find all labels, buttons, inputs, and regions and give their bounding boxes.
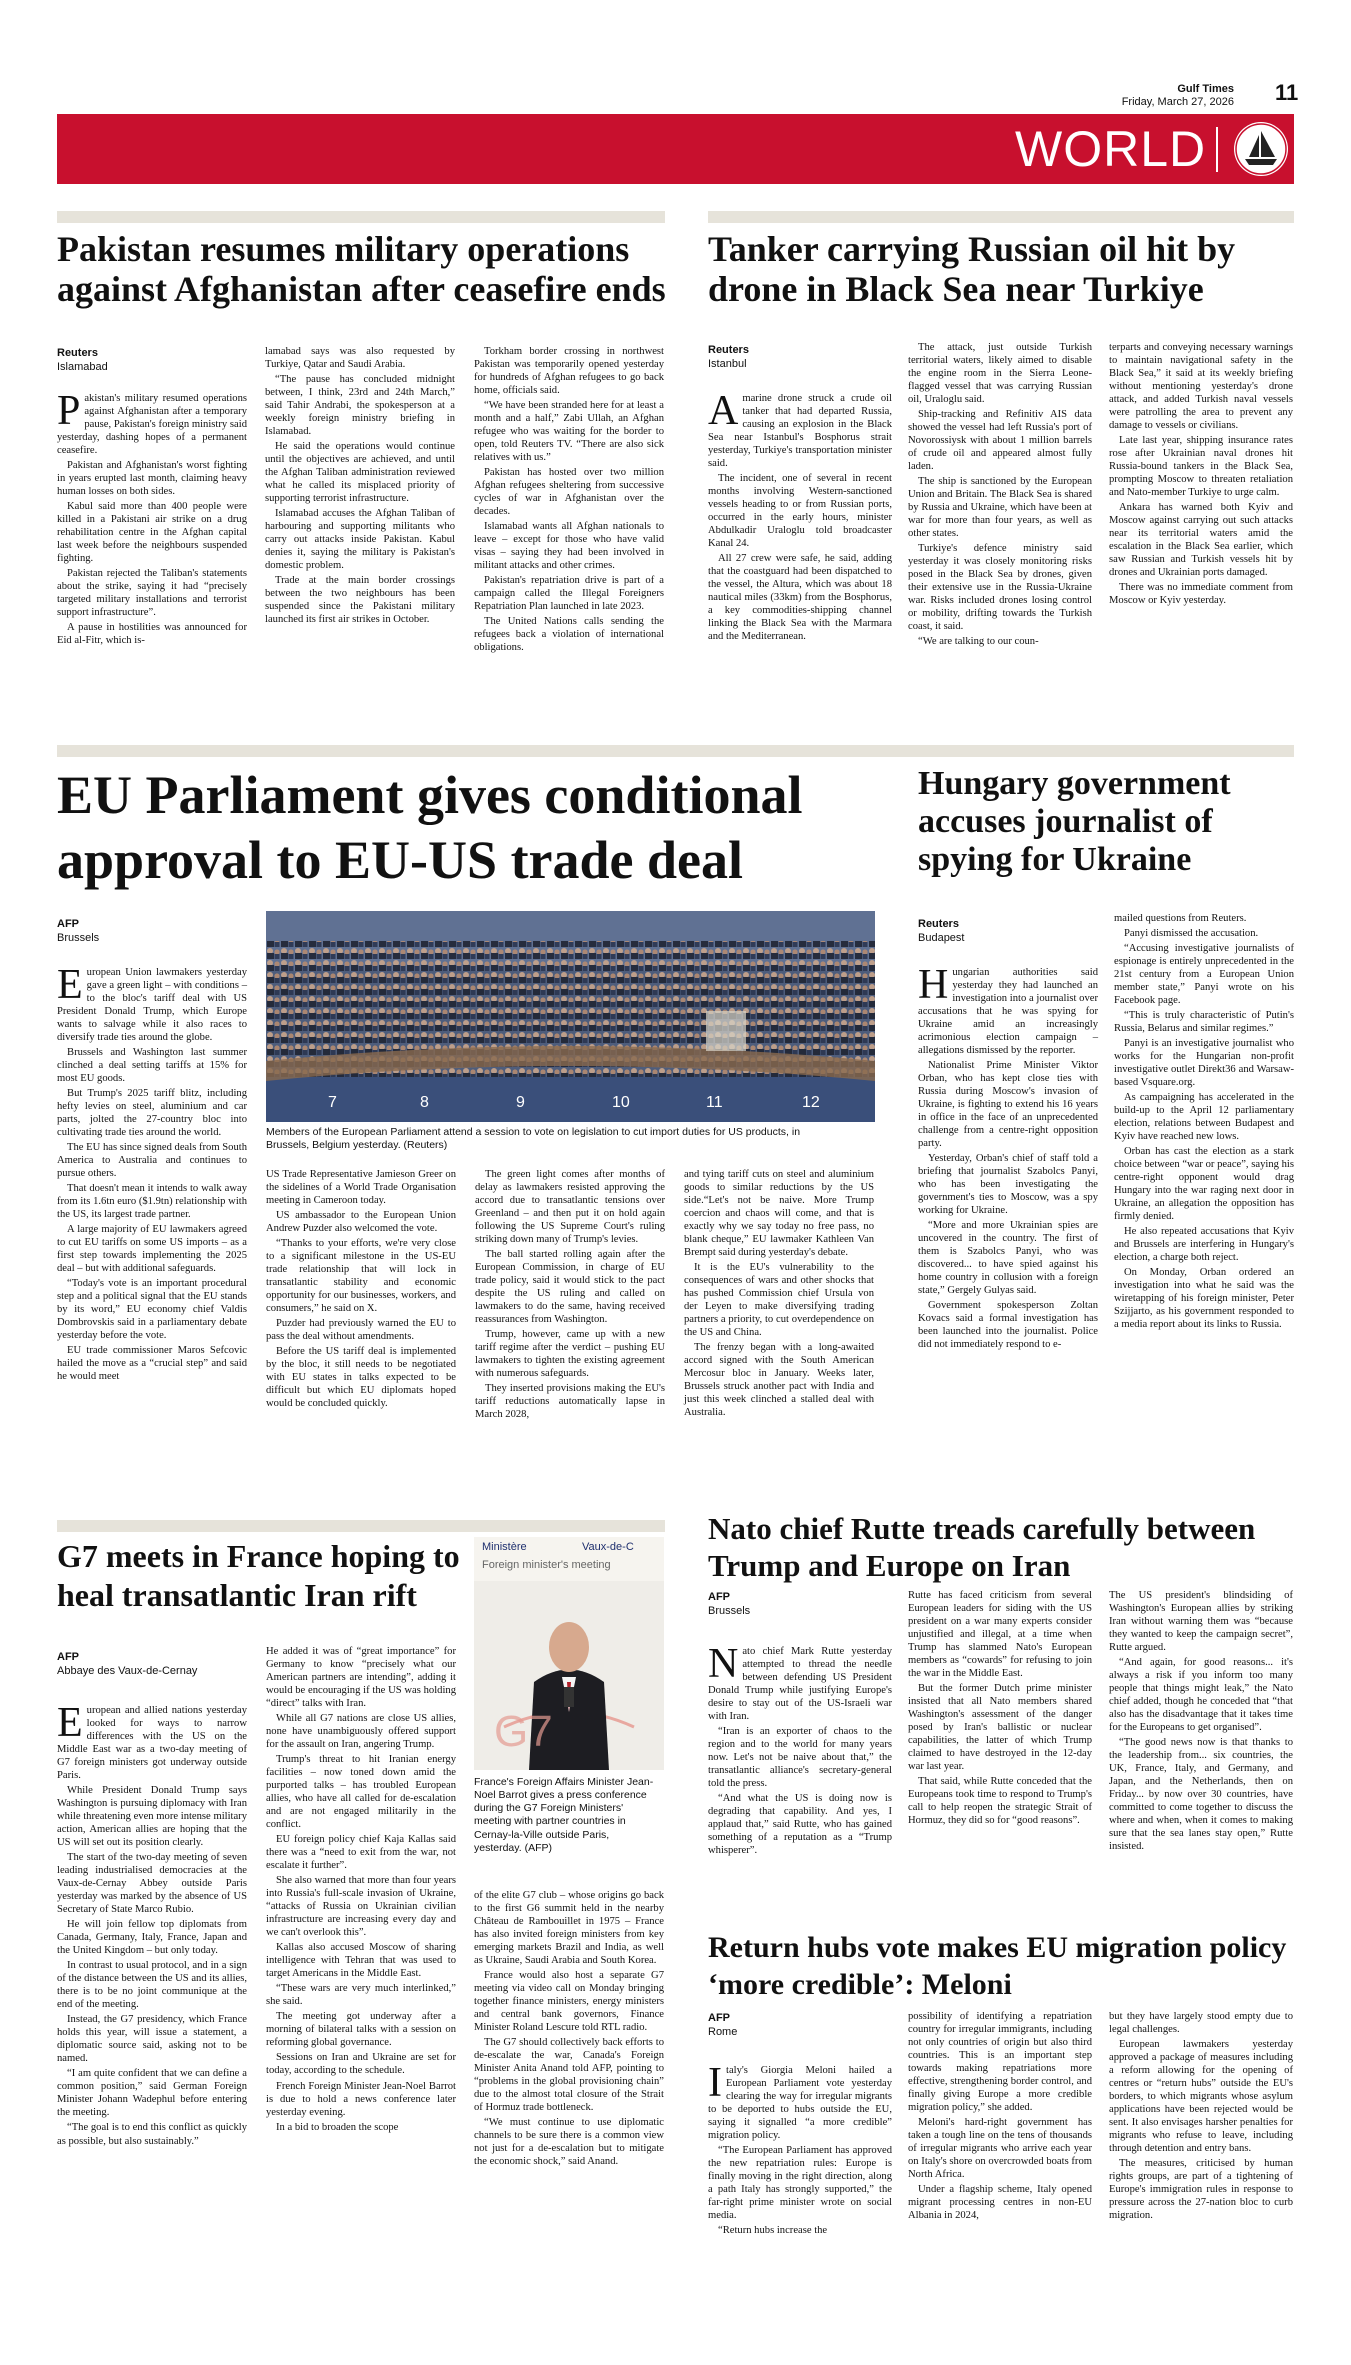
section-rule [57,745,958,757]
paragraph: That doesn't mean it intends to walk away from its 1.6tn euro ($1.9tn) relationship with the US, its largest trade partner. [57,1183,247,1221]
paragraph: France would also host a separate G7 meeting via video call on Monday bringing together finance ministers, energy ministers and central bank governors, Finance Minister Roland Lescure told RTL radio. [474,1970,664,2034]
section-divider [1216,127,1218,172]
headline-nato: Nato chief Rutte treads carefully between Trump and Europe on Iran [708,1511,1256,1584]
dropcap: E [57,962,83,1008]
text: akistan's military resumed operations against Afghanistan after a temporary pause, Pakistan's foreign ministry said yesterday, dashing hopes of a permanent ceasefire. [57,393,247,457]
paragraph: “The good news now is that thanks to the leadership from... six countries, the UK, France, Italy, and Germany, and Japan, and the Netherlands, then on Friday... by now over 30 countries, have committed to come together to discuss the where and when, when it comes to making sure that the sea lanes stay open,” Rutte insisted. [1109,1737,1293,1853]
paragraph: In contrast to usual protocol, and in a sign of the distance between the US and its allies, there is to be no joint communique at the end of the meeting. [57,1960,247,2011]
agency: AFP [57,1651,79,1663]
article-tanker-col3 [1109,341,1293,609]
paragraph: French Foreign Minister Jean-Noel Barrot is due to hold a news conference later yesterday evening. [266,2080,456,2118]
paragraph: On Monday, Orban ordered an investigation into what he said was the wiretapping of his foreign minister, Peter Szijjarto, as his government responded to a media report about its links to Russia. [1114,1267,1294,1331]
article-meloni-col2 [908,2010,1092,2224]
paragraph: terparts and conveying necessary warnings to maintain navigational safety in the Black Sea,” it said at its weekly briefing without mentioning yesterday's drone attack, and added Turkish naval vessels were patrolling the area to prevent any damage to vessels or civilians. [1109,342,1293,432]
photo-caption-g7: France's Foreign Affairs Minister Jean-Noel Barrot gives a press conference during the G7 Foreign Ministers' meeting with partner countries in Cernay-la-Ville outside Paris, yesterday. (AFP) [474,1776,654,1854]
paragraph: but they have largely stood empty due to legal challenges. [1109,2011,1293,2036]
dateline: Rome [708,2025,738,2038]
paragraph: “We have been stranded here for at least a month and a half,” Zabi Ullah, an Afghan refugee who was waiting for the border to open, told Reuters TV. “There are also sick relatives with us.” [474,400,664,464]
seat-number: 12 [802,1094,820,1111]
paragraph: Panyi is an investigative journalist who works for the Hungarian non-profit investigative outlet Direkt36 and Warsaw-based Vsquare.org. [1114,1038,1294,1089]
paragraph: “And again, for good reasons... it's always a risk if you inform too many people that things might leak,” the Nato chief added, though he conceded that “that also has the disadvantage that it takes time for the Europeans to get organised”. [1109,1657,1293,1734]
paragraph: The green light comes after months of delay as lawmakers resisted approving the accord due to transatlantic tensions over Greenland – and then put it on hold again following the US Supreme Court's ruling striking down many of Trump's levies. [475,1169,665,1246]
article-tanker-col1 [708,388,892,645]
paragraph: “Accusing investigative journalists of espionage is entirely unprecedented in the 21st century from a European Union member state,” Panyi wrote on his Facebook page. [1114,943,1294,1007]
headline-g7: G7 meets in France hoping to heal transatlantic Iran rift [57,1538,460,1614]
article-tanker-col2 [908,341,1092,650]
paragraph: As campaigning has accelerated in the build-up to the April 12 parliamentary election, relations between Budapest and Kyiv have reached new lows. [1114,1092,1294,1143]
byline-pakistan [57,347,157,375]
ship-logo-icon [1231,119,1291,179]
paragraph: The United Nations calls sending the refugees back a violation of international obligations. [474,616,664,654]
paragraph: While President Donald Trump says Washington is pursuing diplomacy with Iran while threatening even more intense military action, American allies are hoping that the US will set out its position clearly. [57,1785,247,1849]
article-eu-trade-col2 [266,1168,456,1412]
article-nato-col1 [708,1641,892,1859]
paragraph: Torkham border crossing in northwest Pakistan was temporarily opened yesterday for hundreds of Afghan refugees to go back home, officials said. [474,346,664,397]
paragraph: Rutte has faced criticism from several European leaders for siding with the US president on a war many experts consider unjustified and illegal, at a time when Trump has slammed Nato's European members as “cowards” for refusing to join the war in the Middle East. [908,1590,1092,1680]
article-pakistan-col3 [474,345,664,656]
paragraph: There was no immediate comment from Moscow or Kyiv yesterday. [1109,582,1293,607]
paragraph: Trade at the main border crossings between the two neighbours has been suspended since the Pakistani military launched its first air strikes in October. [265,575,455,626]
paragraph: “I am quite confident that we can define a common position,” said German Foreign Minister Johann Wadephul before entering the meeting. [57,2068,247,2119]
paragraph: Pakistan has hosted over two million Afghan refugees sheltering from successive cycles of war in Afghanistan over the decades. [474,467,664,518]
paragraph: He added it was of “great importance” for Germany to know “precisely what our American partners are intending”, adding it would be encouraging if the US was holding “direct” talks with Iran. [266,1646,456,1710]
article-meloni-col1 [708,2060,892,2239]
headline-eu-trade: EU Parliament gives conditional approval to EU-US trade deal [57,765,803,890]
article-nato-col2 [908,1589,1092,1829]
paragraph: “These wars are very much interlinked,” she said. [266,1983,456,2008]
paragraph: That said, while Rutte conceded that the Europeans took time to respond to Trump's call to help reopen the strategic Strait of Hormuz, they did so for “good reasons”. [908,1776,1092,1827]
paper-name: Gulf Times [1177,83,1234,95]
headline-hungary: Hungary government accuses journalist of spying for Ukraine [918,765,1231,879]
article-eu-trade-col3 [475,1168,665,1423]
paragraph: She also warned that more than four years into Russia's full-scale invasion of Ukraine, “attacks of Russia on Ukrainian civilian infrastructure are increasing every day and we can't overlook this”. [266,1875,456,1939]
paragraph: Under a flagship scheme, Italy opened migrant processing centres in non-EU Albania in 2024, [908,2184,1092,2222]
paragraph: They inserted provisions making the EU's tariff reductions automatically lapse in March 2028, [475,1383,665,1421]
section-rule [57,1520,665,1532]
paragraph: Pakistan's repatriation drive is part of a campaign called the Illegal Foreigners Repatriation Plan launched in late 2023. [474,575,664,613]
article-meloni-col3 [1109,2010,1293,2224]
paragraph: Turkiye's defence ministry said yesterday it was closely monitoring risks posed in the Black Sea by drones, given their extensive use in the Russia-Ukraine war. Risks included drones losing control or mobility, drifting towards the Turkish coast, it said. [908,543,1092,633]
paragraph: It is the EU's vulnerability to the consequences of wars and other shocks that has pushed Commission chief Ursula von der Leyen to make diversifying trading partners a priority, to cut overdependence on the US and China. [684,1262,874,1339]
byline-hungary [918,918,1018,946]
paragraph: EU foreign policy chief Kaja Kallas said there was a “need to exit from the war, not escalate it further”. [266,1834,456,1872]
article-eu-trade-col1 [57,962,247,1385]
seat-number: 11 [706,1094,723,1111]
text: ungarian authorities said yesterday they had launched an investigation into a journalist over accusations that he was spying for Ukraine amid an increasingly acrimonious election campaign – allegations dismissed by the reporter. [918,967,1098,1057]
headline-pakistan: Pakistan resumes military operations against Afghanistan after ceasefire ends [57,229,666,310]
section-rule [57,211,665,223]
paragraph: EU trade commissioner Maros Sefcovic hailed the move as a “crucial step” and said he would meet [57,1345,247,1383]
photo-sign-place: Vaux-de-C [582,1541,634,1553]
photo-parliament [266,911,875,1122]
photo-g7-minister [474,1537,664,1770]
dateline: Islamabad [57,360,108,373]
article-pakistan-col1 [57,388,247,649]
dateline: Abbaye des Vaux-de-Cernay [57,1664,198,1677]
headline-tanker: Tanker carrying Russian oil hit by drone in Black Sea near Turkiye [708,229,1236,310]
paragraph: possibility of identifying a repatriation country for irregular immigrants, including not only countries of origin but also third countries. This is an important step towards making repatriations more effective, strengthening border control, and finally giving Europe a more credible migration policy,” she added. [908,2011,1092,2114]
paragraph: He also repeated accusations that Kyiv and Brussels are interfering in Hungary's election, a charge both reject. [1114,1226,1294,1264]
paragraph: Puzder had previously warned the EU to pass the deal without amendments. [266,1318,456,1343]
text: marine drone struck a crude oil tanker that had departed Russia, causing an explosion in the Black Sea near Istanbul's Bosphorus strait yesterday, Turkiye's transportation minister said. [708,393,892,470]
paragraph: Pakistan and Afghanistan's worst fighting in years erupted last month, claiming heavy human losses on both sides. [57,460,247,498]
paragraph: A large majority of EU lawmakers agreed to cut EU tariffs on some US imports – as a first step towards implementing the 2025 deal – but with additional safeguards. [57,1224,247,1275]
text: uropean Union lawmakers yesterday gave a green light – with conditions – to the bloc's tariff deal with US President Donald Trump, which Europe wants to salvage while it also races to diversify trade ties around the globe. [57,967,247,1044]
dateline: Istanbul [708,357,747,370]
paragraph: The attack, just outside Turkish territorial waters, likely aimed to disable the engine room in the Sierra Leone-flagged vessel that was carrying Russian oil, Uraloglu said. [908,342,1092,406]
photo-g7-logo: G7 [494,1707,553,1756]
paragraph: of the elite G7 club – whose origins go back to the first G6 summit held in the nearby Château de Rambouillet in 1975 – France has also invited foreign ministers from key emerging markets Brazil and India, as well as Ukraine, Saudi Arabia and South Korea. [474,1890,664,1967]
paragraph: “We are talking to our coun- [918,636,1039,648]
dropcap: N [708,1641,739,1687]
paragraph: The incident, one of several in recent months involving Western-sanctioned vessels heading to or from Russian ports, occurred in the early hours, minister Abdulkadir Uraloglu told broadcaster Kanal 24. [708,473,892,550]
paragraph: “More and more Ukrainian spies are uncovered in the country. The first of them is Szabolcs Panyi, who was discovered... to have spied against his home country in collusion with a foreign state,” Gergely Gulyas said. [918,1220,1098,1297]
paragraph: US Trade Representative Jamieson Greer on the sidelines of a World Trade Organisation meeting in Cameroon today. [266,1169,456,1207]
paragraph: Kallas also accused Moscow of sharing intelligence with Tehran that was used to target Americans in the Middle East. [266,1942,456,1980]
agency: Reuters [918,918,959,930]
article-pakistan-col2 [265,345,455,628]
agency: AFP [708,2012,730,2024]
paragraph: and tying tariff cuts on steel and aluminium goods to similar reductions by the US side.“Let's not be naive. More Trump coercion and chaos will come, and that is exactly why we say today no free pass, no blank cheque,” EU lawmaker Kathleen Van Brempt said during yesterday's debate. [684,1169,874,1259]
byline-eu-trade [57,918,157,946]
article-g7-col3 [474,1889,664,2170]
paragraph: The ball started rolling again after the European Commission, in charge of EU trade policy, said it would stick to the pact despite the US ruling and called on lawmakers to do the same, having received reassurances from Washington. [475,1249,665,1326]
issue-date: Friday, March 27, 2026 [1121,95,1234,108]
dropcap: P [57,388,81,434]
dateline: Brussels [708,1604,751,1617]
text: taly's Giorgia Meloni hailed a European Parliament vote yesterday clearing the way for irregular migrants to be deported to hubs outside the EU, saying it signalled “a more credible” migration policy. [708,2065,892,2142]
paragraph: “The goal is to end this conflict as quickly as possible, but also sustainably.” [57,2122,247,2147]
paragraph: Nationalist Prime Minister Viktor Orban, who has kept close ties with Russia during Moscow's invasion of Ukraine, is fighting to extend his 16 years in office in the face of an unprecedented challenge from a centre-right opposition party. [918,1060,1098,1150]
paragraph: The frenzy began with a long-awaited accord signed with the South American Mercosur bloc in January. Weeks later, Brussels struck another pact with India and just this week clinched a stalled deal with Australia. [684,1342,874,1419]
paragraph: Panyi dismissed the accusation. [1124,928,1259,940]
paragraph: The start of the two-day meeting of seven leading industrialised democracies at the Vaux-de-Cernay Abbey outside Paris yesterday was marked by the absence of US Secretary of State Marco Rubio. [57,1852,247,1916]
byline-tanker [708,344,808,372]
paragraph: “And what the US is doing now is degrading that capability. And yes, I applaud that,” said Rutte, who has gained something of a reputation as a “Trump whisperer”. [708,1793,892,1857]
paragraph [918,962,1098,1057]
dropcap: E [57,1700,83,1746]
section-title: WORLD [1015,121,1207,177]
paragraph [708,2060,892,2142]
photo-sign-sub: Foreign minister's meeting [482,1559,611,1571]
seat-number: 9 [516,1094,525,1111]
paragraph: The G7 should collectively back efforts to de-escalate the war, Canada's Foreign Minister Anita Anand told AFP, pointing to “problems in the global provisioning chain” due to the almost total closure of the Strait of Hormuz trade bottleneck. [474,2037,664,2114]
agency: Reuters [57,347,98,359]
article-hungary-col1 [918,962,1098,1353]
paragraph: Meloni's hard-right government has taken a tough line on the tens of thousands of irregular migrants who arrive each year on Italy's shore on overcrowded boats from North Africa. [908,2117,1092,2181]
paragraph: Orban has cast the election as a stark choice between “war or peace”, saying his centre-right opponent would drag Hungary into the war raging next door in Ukraine, an allegation the opposition has firmly denied. [1114,1146,1294,1223]
paragraph: Islamabad accuses the Afghan Taliban of harbouring and supporting militants who carry out attacks inside Pakistan. Kabul denies it, saying the military is Pakistan's domestic problem. [265,508,455,572]
paragraph: But Trump's 2025 tariff blitz, including hefty levies on steel, aluminium and car parts, jolted the 27-country bloc into cultivating trade ties around the world. [57,1088,247,1139]
paragraph: lamabad says was also requested by Turkiye, Qatar and Saudi Arabia. [265,346,455,371]
paragraph: He will join fellow top diplomats from Canada, Germany, Italy, France, Japan and the United Kingdom – but only today. [57,1919,247,1957]
headline-meloni: Return hubs vote makes EU migration policy ‘more credible’: Meloni [708,1931,1287,2001]
paragraph [708,388,892,470]
paragraph: “Return hubs increase the [718,2225,828,2237]
paragraph: But the former Dutch prime minister insisted that all Nato members shared Washington's assessment of the danger posed by Iran's ballistic or nuclear capabilities, the latter of which Trump claimed to have destroyed in the 12-day war last year. [908,1683,1092,1773]
paragraph: Brussels and Washington last summer clinched a deal setting tariffs at 15% for most EU goods. [57,1047,247,1085]
paragraph: “We must continue to use diplomatic channels to be sure there is a common view not just for a de-escalation but to mitigate the economic shock,” said Anand. [474,2117,664,2168]
paragraph: Pakistan rejected the Taliban's statements about the strike, saying it had “precisely targeted military installations and terrorist support infrastructure”. [57,568,247,619]
article-hungary-col2 [1114,912,1294,1333]
text: uropean and allied nations yesterday looked for ways to narrow differences with the US on the Middle East war as a two-day meeting of G7 foreign ministers got underway outside Paris. [57,1705,247,1782]
paragraph: Before the US tariff deal is implemented by the bloc, it still needs to be negotiated with EU states in talks expected to be difficult but which EU diplomats hoped would be concluded quickly. [266,1346,456,1410]
paragraph: mailed questions from Reuters. [1114,913,1247,924]
paragraph: European lawmakers yesterday approved a package of measures including a reform allowing for the opening of centres or “return hubs” outside the EU's borders, to which migrants whose asylum applications have been rejected would be sent. It also envisages harsher penalties for migrants who refuse to leave, including through detention and entry bans. [1109,2039,1293,2155]
byline-g7 [57,1651,237,1679]
dropcap: I [708,2060,722,2106]
text: ato chief Mark Rutte yesterday attempted to thread the needle between defending US President Donald Trump while justifying Europe's desire to stay out of the US-Israeli war with Iran. [708,1646,892,1723]
paragraph: “This is truly characteristic of Putin's Russia, Belarus and similar regimes.” [1114,1010,1294,1035]
paragraph: “Thanks to your efforts, we're very close to a significant milestone in the US-EU trade relationship that will lock in transatlantic stability and economic opportunity for our businesses, workers, and consumers,” he said on X. [266,1238,456,1315]
byline-meloni [708,2012,808,2040]
paragraph [57,388,247,457]
masthead-info [1122,83,1234,108]
paragraph [57,962,247,1044]
agency: Reuters [708,344,749,356]
dateline: Budapest [918,931,965,944]
article-g7-col1 [57,1700,247,2150]
paragraph: The measures, criticised by human rights groups, are part of a tightening of Europe's immigration rules in response to pressure across the 27-nation bloc to curb migration. [1109,2158,1293,2222]
paragraph: The meeting got underway after a morning of bilateral talks with a session on reforming global governance. [266,2011,456,2049]
paragraph: Kabul said more than 400 people were killed in a Pakistani air strike on a drug rehabilitation centre in the Afghan capital last week before the neighbours suspended fighting. [57,501,247,565]
paragraph: Yesterday, Orban's chief of staff told a briefing that journalist Szabolcs Panyi, who has been investigating the government's ties to Moscow, was a spy working for Ukraine. [918,1153,1098,1217]
paragraph: “Iran is an exporter of chaos to the region and to the world for many years now. Let's not be naive about that,” the transatlantic alliance's secretary-general told the press. [708,1726,892,1790]
paragraph: Trump's threat to hit Iranian energy facilities – now toned down amid the purported talks – has troubled European allies, who have all called for de-escalation and are not engaged militarily in the conflict. [266,1754,456,1831]
paragraph: Late last year, shipping insurance rates rose after Ukrainian naval drones hit Russia-bound tankers in the Black Sea, prompting Moscow to threaten retaliation and Nato-member Turkiye to urge calm. [1109,435,1293,499]
seat-number: 7 [328,1094,337,1111]
paragraph: He said the operations would continue until the objectives are achieved, and until the Afghan Taliban administration reviewed what he called its misplaced priority of supporting terrorist infrastructure. [265,441,455,505]
paragraph: The EU has since signed deals from South America to Australia and continues to pursue others. [57,1142,247,1180]
seat-number-row [266,1092,875,1118]
paragraph: Ankara has warned both Kyiv and Moscow against carrying out such attacks near its territorial waters amid the escalation in the Black Sea earlier, which saw Russian and Turkish vessels hit by drones and Ukrainian ports damaged. [1109,502,1293,579]
byline-nato [708,1591,808,1619]
paragraph: US ambassador to the European Union Andrew Puzder also welcomed the vote. [266,1210,456,1235]
paragraph: “The European Parliament has approved the new repatriation rules: Europe is finally moving in the right direction, along a path Italy has strongly supported,” the far-right prime minister wrote on social media. [708,2145,892,2222]
section-rule [918,745,1294,757]
paragraph: Islamabad wants all Afghan nationals to leave – except for those who have valid visas – saying they had been involved in militant attacks and other crimes. [474,521,664,572]
paragraph: The ship is sanctioned by the European Union and Britain. The Black Sea is shared by Russia and Ukraine, which have been at war for more than four years, as well as other states. [908,476,1092,540]
seat-number: 10 [612,1094,630,1111]
paragraph: A pause in hostilities was announced for Eid al-Fitr, which is- [57,622,247,647]
paragraph [57,1700,247,1782]
paragraph: Government spokesperson Zoltan Kovacs said a formal investigation has been launched into the journalist. Police did not immediately respond to e- [918,1300,1098,1351]
paragraph: Ship-tracking and Refinitiv AIS data showed the vessel had left Russia's port of Novorossiysk with about 1 million barrels of crude oil and appeared almost fully laden. [908,409,1092,473]
page-number: 11 [1275,80,1299,105]
agency: AFP [708,1591,730,1603]
dropcap: A [708,388,739,434]
article-g7-col2 [266,1645,456,2136]
paragraph: Sessions on Iran and Ukraine are set for today, according to the schedule. [266,2052,456,2077]
paragraph: “The pause has concluded midnight between, I think, 23rd and 24th March,” said Tahir Andrabi, the spokesperson at a weekly foreign ministry briefing in Islamabad. [265,374,455,438]
article-nato-col3 [1109,1589,1293,1855]
agency: AFP [57,918,79,930]
paragraph: The US president's blindsiding of Washington's European allies by striking Iran without warning them was “because they wanted to keep the campaign secret”, Rutte argued. [1109,1590,1293,1654]
article-eu-trade-col4 [684,1168,874,1421]
paragraph: While all G7 nations are close US allies, none have unambiguously offered support for the assault on Iran, angering Trump. [266,1713,456,1751]
section-rule [708,211,1294,223]
paragraph: All 27 crew were safe, he said, adding that the coastguard had been dispatched to the vessel, the Altura, which was about 18 nautical miles (33km) from the Bosphorus, a key commodities-shipping channel linking the Black Sea with the Marmara and the Mediterranean. [708,553,892,643]
dropcap: H [918,962,949,1008]
dateline: Brussels [57,931,100,944]
paragraph [708,1641,892,1723]
paragraph: Trump, however, came up with a new tariff regime after the verdict – pushing EU lawmakers to tighten the existing agreement with numerous safeguards. [475,1329,665,1380]
photo-sign-top: Ministère [482,1541,527,1553]
paragraph: In a bid to broaden the scope [276,2121,399,2133]
seat-number: 8 [420,1094,429,1111]
paragraph: “Today's vote is an important procedural step and a political signal that the EU stands by its word,” EU economy chief Valdis Dombrovskis said in a parliamentary debate yesterday before the vote. [57,1278,247,1342]
photo-caption-parliament: Members of the European Parliament attend a session to vote on legislation to cut import duties for US products, in Brussels, Belgium yesterday. (Reuters) [266,1126,801,1152]
paragraph: Instead, the G7 presidency, which France holds this year, will issue a statement, a diplomatic source said, asking not to be named. [57,2014,247,2065]
